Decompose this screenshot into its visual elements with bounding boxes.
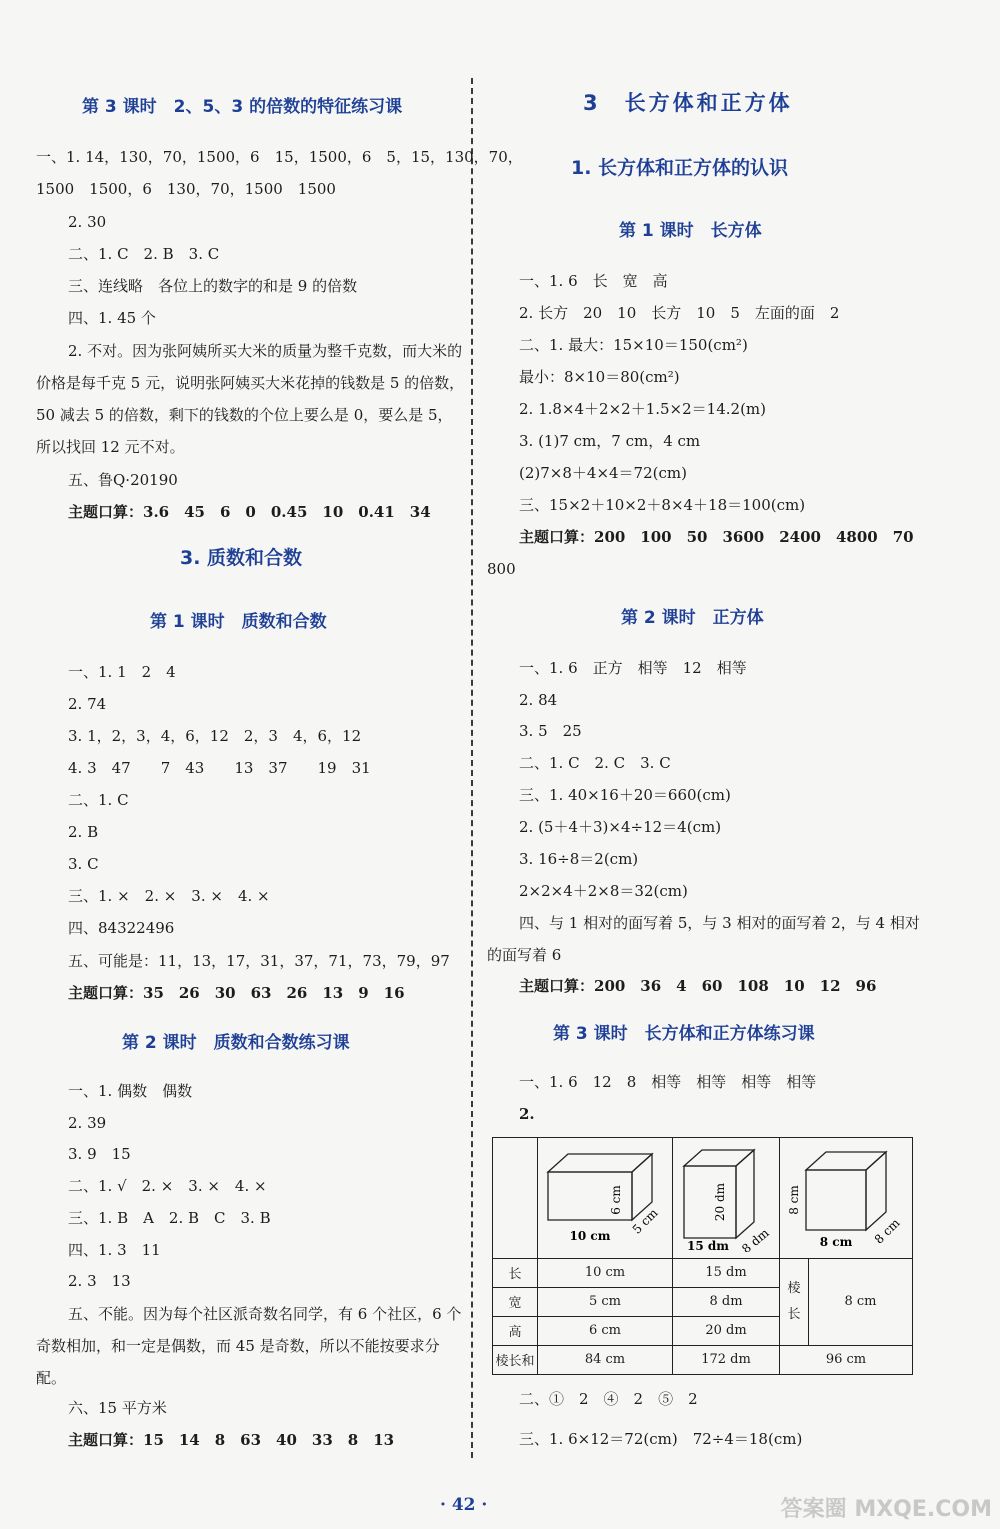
answer-line: 四、84322496 (68, 919, 175, 937)
answer-line: 二、1. 最大：15×10＝150(cm²) (519, 336, 748, 354)
answer-line: 四、1. 3 11 (68, 1241, 161, 1259)
answer-line: 三、1. × 2. × 3. × 4. × (68, 887, 270, 905)
row-header: 长 (493, 1258, 538, 1287)
answer-line: 800 (487, 560, 516, 578)
table-cell: 84 cm (538, 1345, 673, 1374)
answer-line: 五、鲁Q·20190 (68, 471, 178, 489)
figure-label: 20 dm (713, 1182, 727, 1221)
figure-label: 8 cm (819, 1234, 853, 1249)
answer-line: 3. (1)7 cm，7 cm，4 cm (519, 432, 701, 450)
answer-line: 一、1. 偶数 偶数 (68, 1082, 193, 1100)
table-cell: 96 cm (780, 1345, 913, 1374)
answer-paragraph: 四、与 1 相对的面写着 5，与 3 相对的面写着 2，与 4 相对的面写着 6 (487, 914, 920, 964)
answer-line: 二、① 2 ④ 2 ⑤ 2 (519, 1390, 698, 1408)
answer-line: 五、可能是：11，13，17，31，37，71，73，79，97 (68, 952, 450, 970)
answer-paragraph: 五、不能。因为每个社区派奇数名同学，有 6 个社区，6 个奇数相加，和一定是偶数，而 45 是奇数，所以不能按要求分配。 (36, 1305, 462, 1387)
figure-label: 10 cm (569, 1228, 611, 1243)
figure-label: 8 cm (871, 1215, 903, 1247)
answer-line: 2. 3 13 (68, 1272, 131, 1290)
answer-line: 3. 5 25 (519, 722, 582, 740)
row-header: 棱长和 (493, 1345, 538, 1374)
cuboid-figure (540, 1140, 670, 1252)
watermark: 答案圈 MXQE.COM (780, 1497, 992, 1522)
answer-line: 2. (5＋4＋3)×4÷12＝4(cm) (519, 818, 722, 836)
mental-math-line: 主题口算：200 100 50 3600 2400 4800 70 (519, 528, 914, 546)
edge-label: 棱长 (787, 1280, 801, 1322)
answer-line: 最小：8×10＝80(cm²) (519, 368, 680, 386)
lesson-title: 第 2 课时 正方体 (621, 608, 764, 628)
answer-line: 四、1. 45 个 (68, 309, 156, 327)
answer-line: 二、1. C 2. B 3. C (68, 245, 220, 263)
answer-line: 一、1. 1 2 4 (68, 663, 176, 681)
table-cell: 172 dm (673, 1345, 780, 1374)
answer-line: 3. 16÷8＝2(cm) (519, 850, 639, 868)
section-title: 1. 长方体和正方体的认识 (571, 157, 789, 179)
answer-line: 三、1. 40×16＋20＝660(cm) (519, 786, 731, 804)
answer-line: (2)7×8＋4×4＝72(cm) (519, 464, 687, 482)
figure-label: 5 cm (629, 1205, 661, 1237)
answer-line: 三、15×2＋10×2＋8×4＋18＝100(cm) (519, 496, 806, 514)
answer-line: 2. 长方 20 10 长方 10 5 左面的面 2 (519, 304, 840, 322)
lesson-title: 第 1 课时 长方体 (619, 221, 762, 241)
answer-line: 3. C (68, 855, 99, 873)
answer-line: 2. (519, 1105, 535, 1123)
cuboid-table (492, 1137, 913, 1375)
mental-math-line: 主题口算：35 26 30 63 26 13 9 16 (68, 984, 405, 1002)
mental-math-line: 主题口算：3.6 45 6 0 0.45 10 0.41 34 (68, 503, 431, 521)
answer-line: 3. 1，2，3，4，6，12 2，3 4，6，12 (68, 727, 362, 745)
table-cell: 8 dm (673, 1287, 780, 1316)
figure-cell (780, 1138, 913, 1259)
row-header: 宽 (493, 1287, 538, 1316)
answer-line: 二、1. C 2. C 3. C (519, 754, 671, 772)
mental-math-line: 主题口算：15 14 8 63 40 33 8 13 (68, 1431, 395, 1449)
row-header: 高 (493, 1316, 538, 1345)
answer-line: 二、1. √ 2. × 3. × 4. × (68, 1177, 267, 1195)
lesson-title: 第 3 课时 2、5、3 的倍数的特征练习课 (82, 97, 403, 117)
section-title: 3. 质数和合数 (180, 547, 303, 569)
lesson-title: 第 1 课时 质数和合数 (150, 612, 327, 632)
table-cell: 6 cm (538, 1316, 673, 1345)
answer-line: 4. 3 47 7 43 13 37 19 31 (68, 759, 371, 777)
figure-label: 8 cm (787, 1184, 801, 1215)
figure-label: 6 cm (609, 1184, 623, 1215)
answer-line: 2×2×4＋2×8＝32(cm) (519, 882, 688, 900)
answer-line: 三、1. B A 2. B C 3. B (68, 1209, 271, 1227)
column-divider (471, 78, 473, 1458)
table-cell: 5 cm (538, 1287, 673, 1316)
mental-math-line: 主题口算：200 36 4 60 108 10 12 96 (519, 977, 877, 995)
answer-line: 六、15 平方米 (68, 1399, 167, 1417)
cuboid-figure (674, 1140, 778, 1252)
table-corner-cell (493, 1138, 538, 1259)
lesson-title: 第 3 课时 长方体和正方体练习课 (553, 1024, 815, 1044)
answer-line: 二、1. C (68, 791, 129, 809)
chapter-title: 3 长方体和正方体 (583, 91, 793, 115)
answer-line: 3. 9 15 (68, 1145, 131, 1163)
answer-line: 一、1. 6 长 宽 高 (519, 272, 668, 290)
lesson-title: 第 2 课时 质数和合数练习课 (122, 1033, 350, 1053)
answer-line: 2. 84 (519, 691, 558, 709)
table-cell: 20 dm (673, 1316, 780, 1345)
figure-cell (538, 1138, 673, 1259)
edge-header (780, 1258, 809, 1345)
answer-line: 2. 1.8×4＋2×2＋1.5×2＝14.2(m) (519, 400, 766, 418)
cube-figure (780, 1140, 912, 1252)
answer-line: 三、连线略 各位上的数字的和是 9 的倍数 (68, 277, 358, 295)
figure-label: 8 dm (739, 1225, 772, 1252)
page-number: · 42 · (440, 1495, 488, 1515)
answer-line: 2. 30 (68, 213, 107, 231)
answer-line: 一、1. 6 正方 相等 12 相等 (519, 659, 747, 677)
table-cell: 15 dm (673, 1258, 780, 1287)
answer-line: 2. 39 (68, 1114, 107, 1132)
answer-paragraph: 2. 不对。因为张阿姨所买大米的质量为整千克数，而大米的价格是每千克 5 元，说明张阿姨买大米花掉的钱数是 5 的倍数，50 减去 5 的倍数，剩下的钱数的个位上要么是 0，要么是 5，所以找回 12 元不对。 (36, 342, 465, 456)
answer-line: 2. B (68, 823, 99, 841)
figure-cell (673, 1138, 780, 1259)
answer-line: 一、1. 14，130，70，1500，6 15，1500，6 5，15，130，70， (36, 148, 523, 166)
figure-label: 15 dm (687, 1238, 729, 1252)
answer-line: 一、1. 6 12 8 相等 相等 相等 相等 (519, 1073, 817, 1091)
answer-line: 1500 1500，6 130，70，1500 1500 (36, 180, 336, 198)
table-cell: 8 cm (809, 1258, 913, 1345)
table-cell: 10 cm (538, 1258, 673, 1287)
answer-line: 2. 74 (68, 695, 107, 713)
answer-line: 三、1. 6×12＝72(cm) 72÷4＝18(cm) (519, 1430, 803, 1448)
